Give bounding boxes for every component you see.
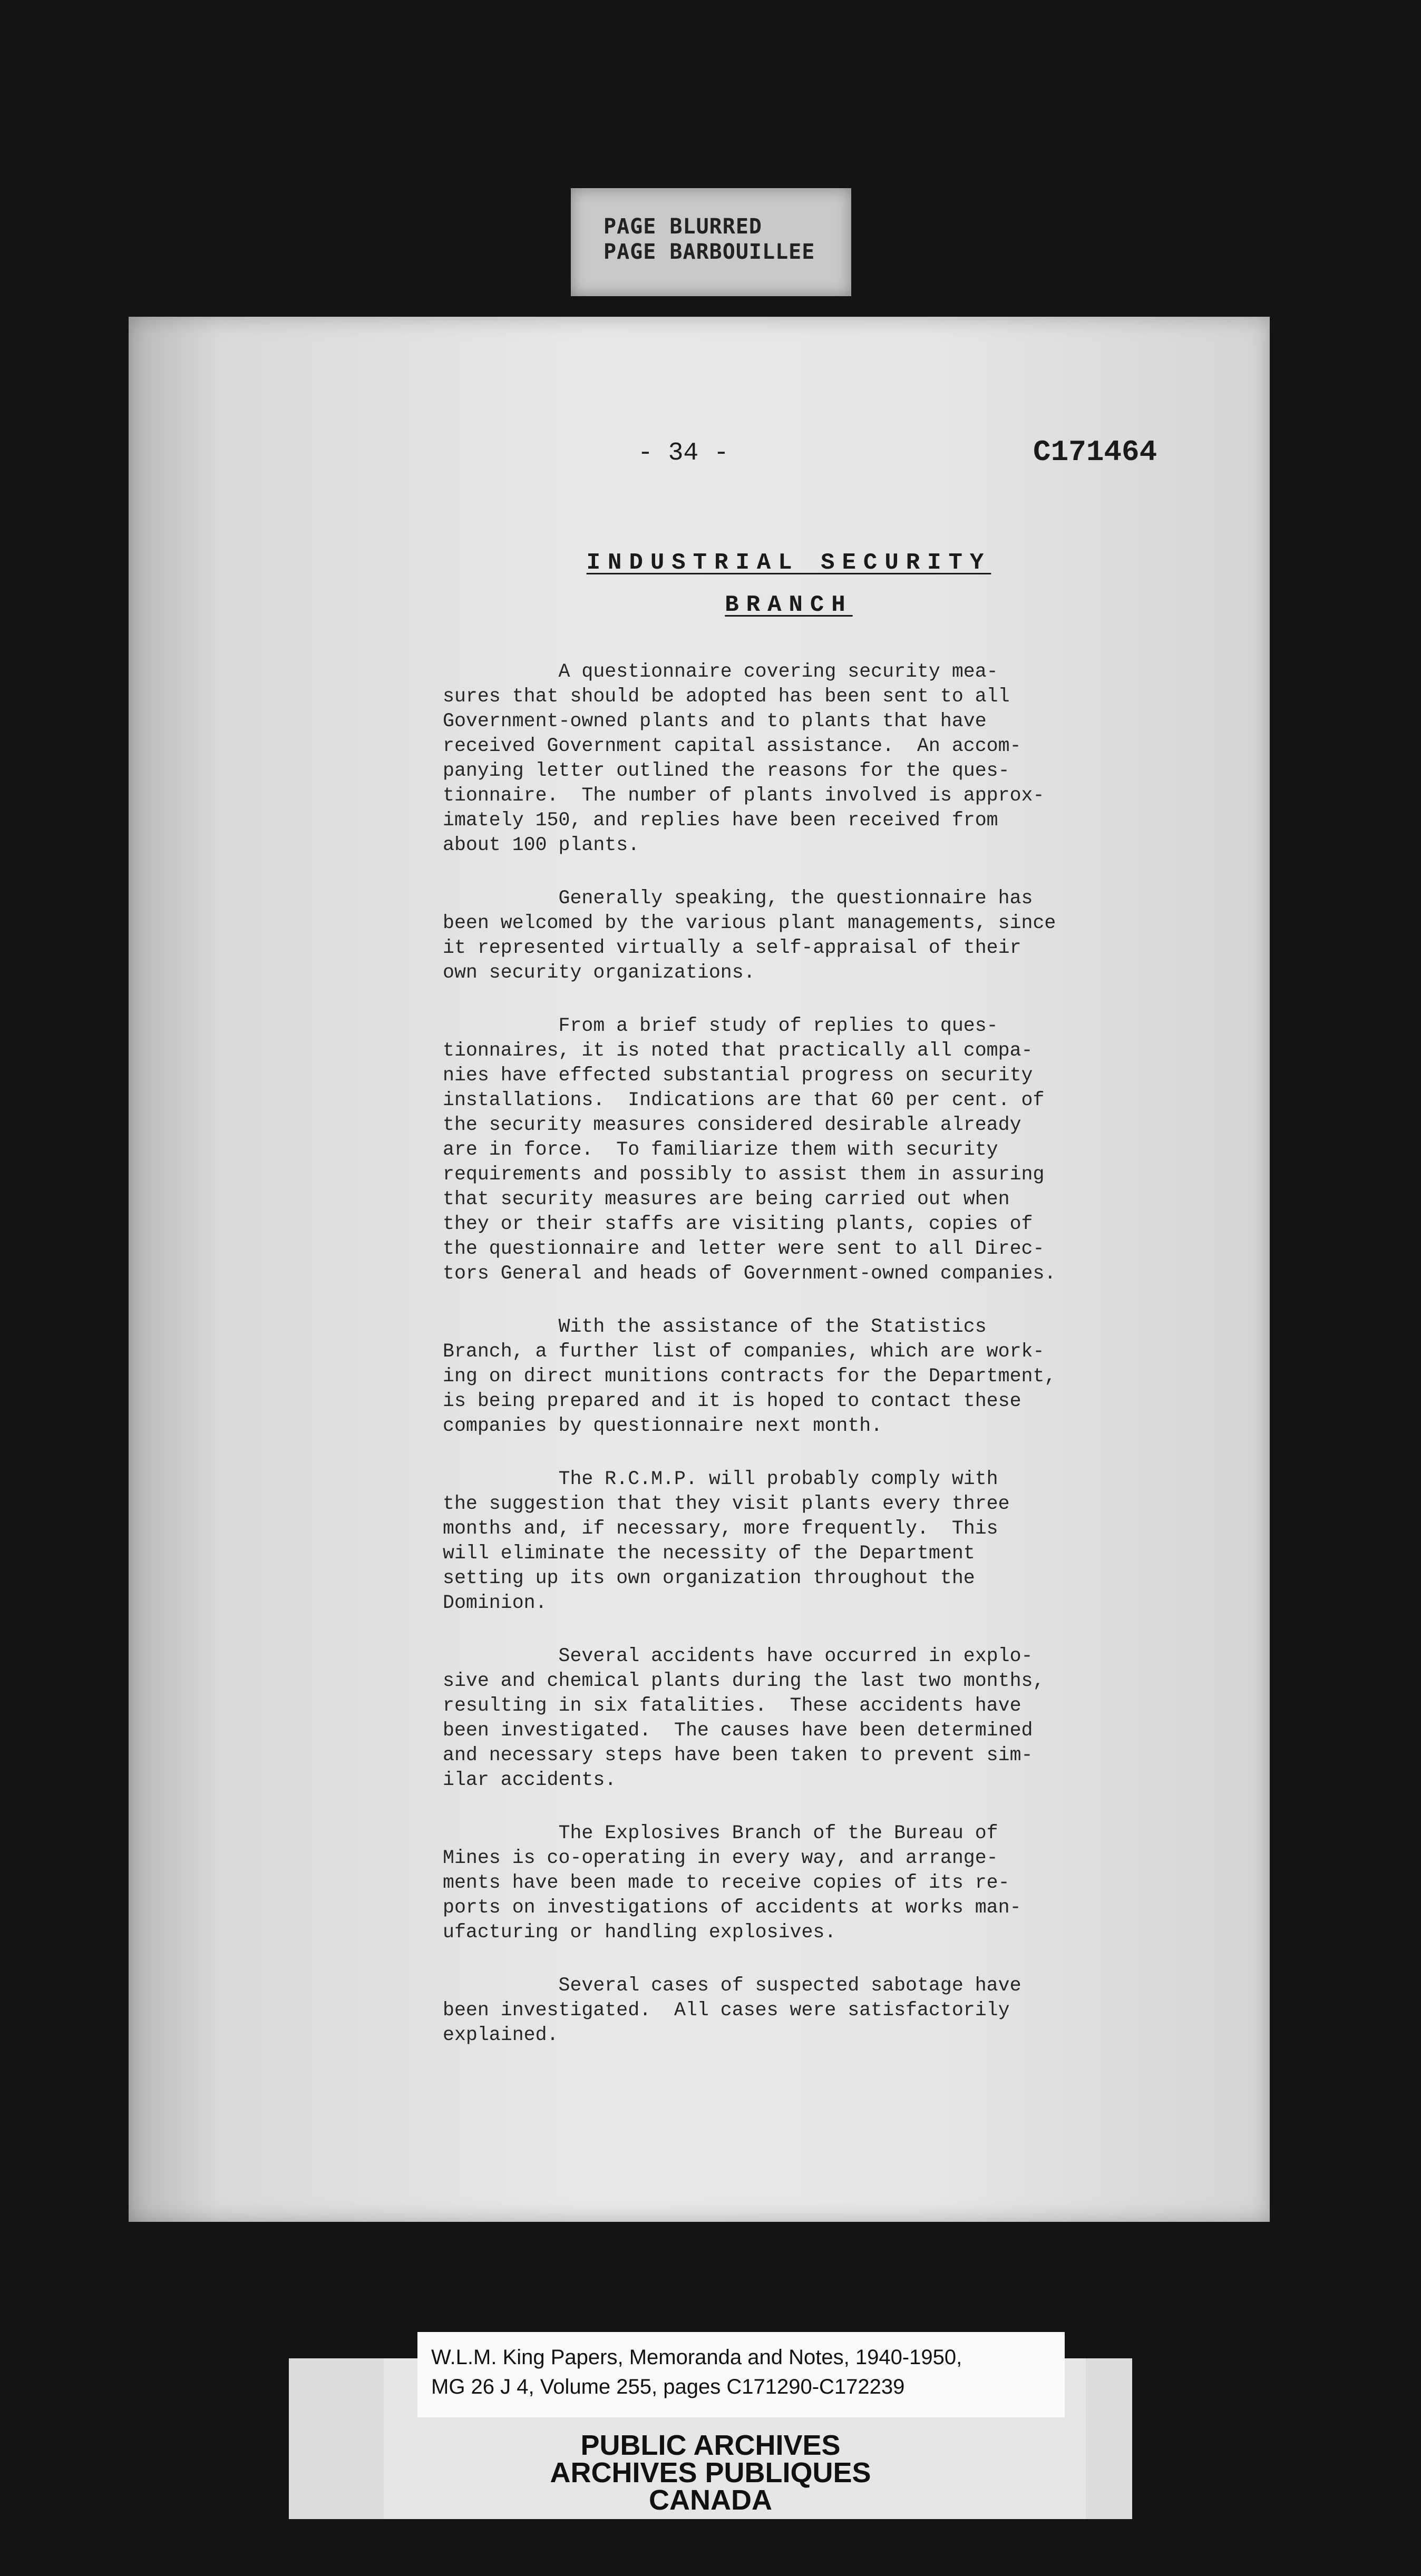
paragraph-progress: From a brief study of replies to ques- tionnaires, it is noted that practically all compa- nies have effected substantial progress on security installations. Indications are that 60 per cent. of the security measures considered desirable already are in force. To familiarize them with security requirements and possibly to assist them in assuring that security measures are being carried out when they or their staffs are visiting plants, copies of the questionnaire and letter were sent to all Direc- tors General and heads of Government-owned companies. <box>443 1015 1056 1284</box>
paragraph-questionnaire: A questionnaire covering security mea- sures that should be adopted has been sent to all Government-owned plants and to plants that have received Government capital assistance. An accom- panying letter outlined the reasons for the ques- tionnaire. The number of plants involved is approx- imately 150, and replies have been received from about 100 plants. <box>443 661 1045 856</box>
heading-subtitle-text: BRANCH <box>725 592 853 618</box>
archive-line-country: CANADA <box>649 2484 772 2516</box>
paragraph-reception: Generally speaking, the questionnaire has been welcomed by the various plant managements, since it represented virtually a self-appraisal of their own security organizations. <box>443 887 1056 983</box>
paragraph-accidents: Several accidents have occurred in explo- sive and chemical plants during the last two months, resulting in six fatalities. These accidents have been investigated. The causes have been determined and necessary steps have been taken to prevent sim- ilar accidents. <box>443 1645 1045 1791</box>
document-page <box>129 317 1270 2222</box>
stamp-line-french: PAGE BARBOUILLEE <box>604 240 815 264</box>
archive-line-french: ARCHIVES PUBLIQUES <box>550 2457 871 2489</box>
heading-title <box>218 550 1359 576</box>
heading-subtitle <box>218 592 1359 618</box>
collection-reference-label <box>417 2332 1065 2417</box>
archive-line-english: PUBLIC ARCHIVES <box>580 2429 841 2461</box>
paragraph-sabotage: Several cases of suspected sabotage have been investigated. All cases were satisfactorily explained. <box>443 1975 1021 2046</box>
document-id: C171464 <box>1033 435 1157 469</box>
heading-title-text: INDUSTRIAL SECURITY <box>586 550 991 576</box>
paragraph-statistics: With the assistance of the Statistics Branch, a further list of companies, which are work- ing on direct munitions contracts for the Department, is being prepared and it is hoped to contact these companies by questionnaire next month. <box>443 1316 1056 1437</box>
paragraph-explosives: The Explosives Branch of the Bureau of Mines is co-operating in every way, and arrange- ments have been made to receive copies of its re- ports on investigations of accidents at works man- ufacturing or handling explosives. <box>443 1822 1021 1943</box>
reference-line-collection: W.L.M. King Papers, Memoranda and Notes, 1940-1950, <box>431 2346 962 2369</box>
page-blurred-stamp <box>571 188 851 296</box>
reference-line-volume: MG 26 J 4, Volume 255, pages C171290-C172239 <box>431 2375 905 2398</box>
paragraph-rcmp: The R.C.M.P. will probably comply with the suggestion that they visit plants every three months and, if necessary, more frequently. This will eliminate the necessity of the Department setting up its own organization throughout the Dominion. <box>443 1468 1010 1614</box>
page-number: - 34 - <box>638 439 729 467</box>
document-body <box>443 659 1191 2076</box>
stamp-line-english: PAGE BLURRED <box>604 214 762 239</box>
